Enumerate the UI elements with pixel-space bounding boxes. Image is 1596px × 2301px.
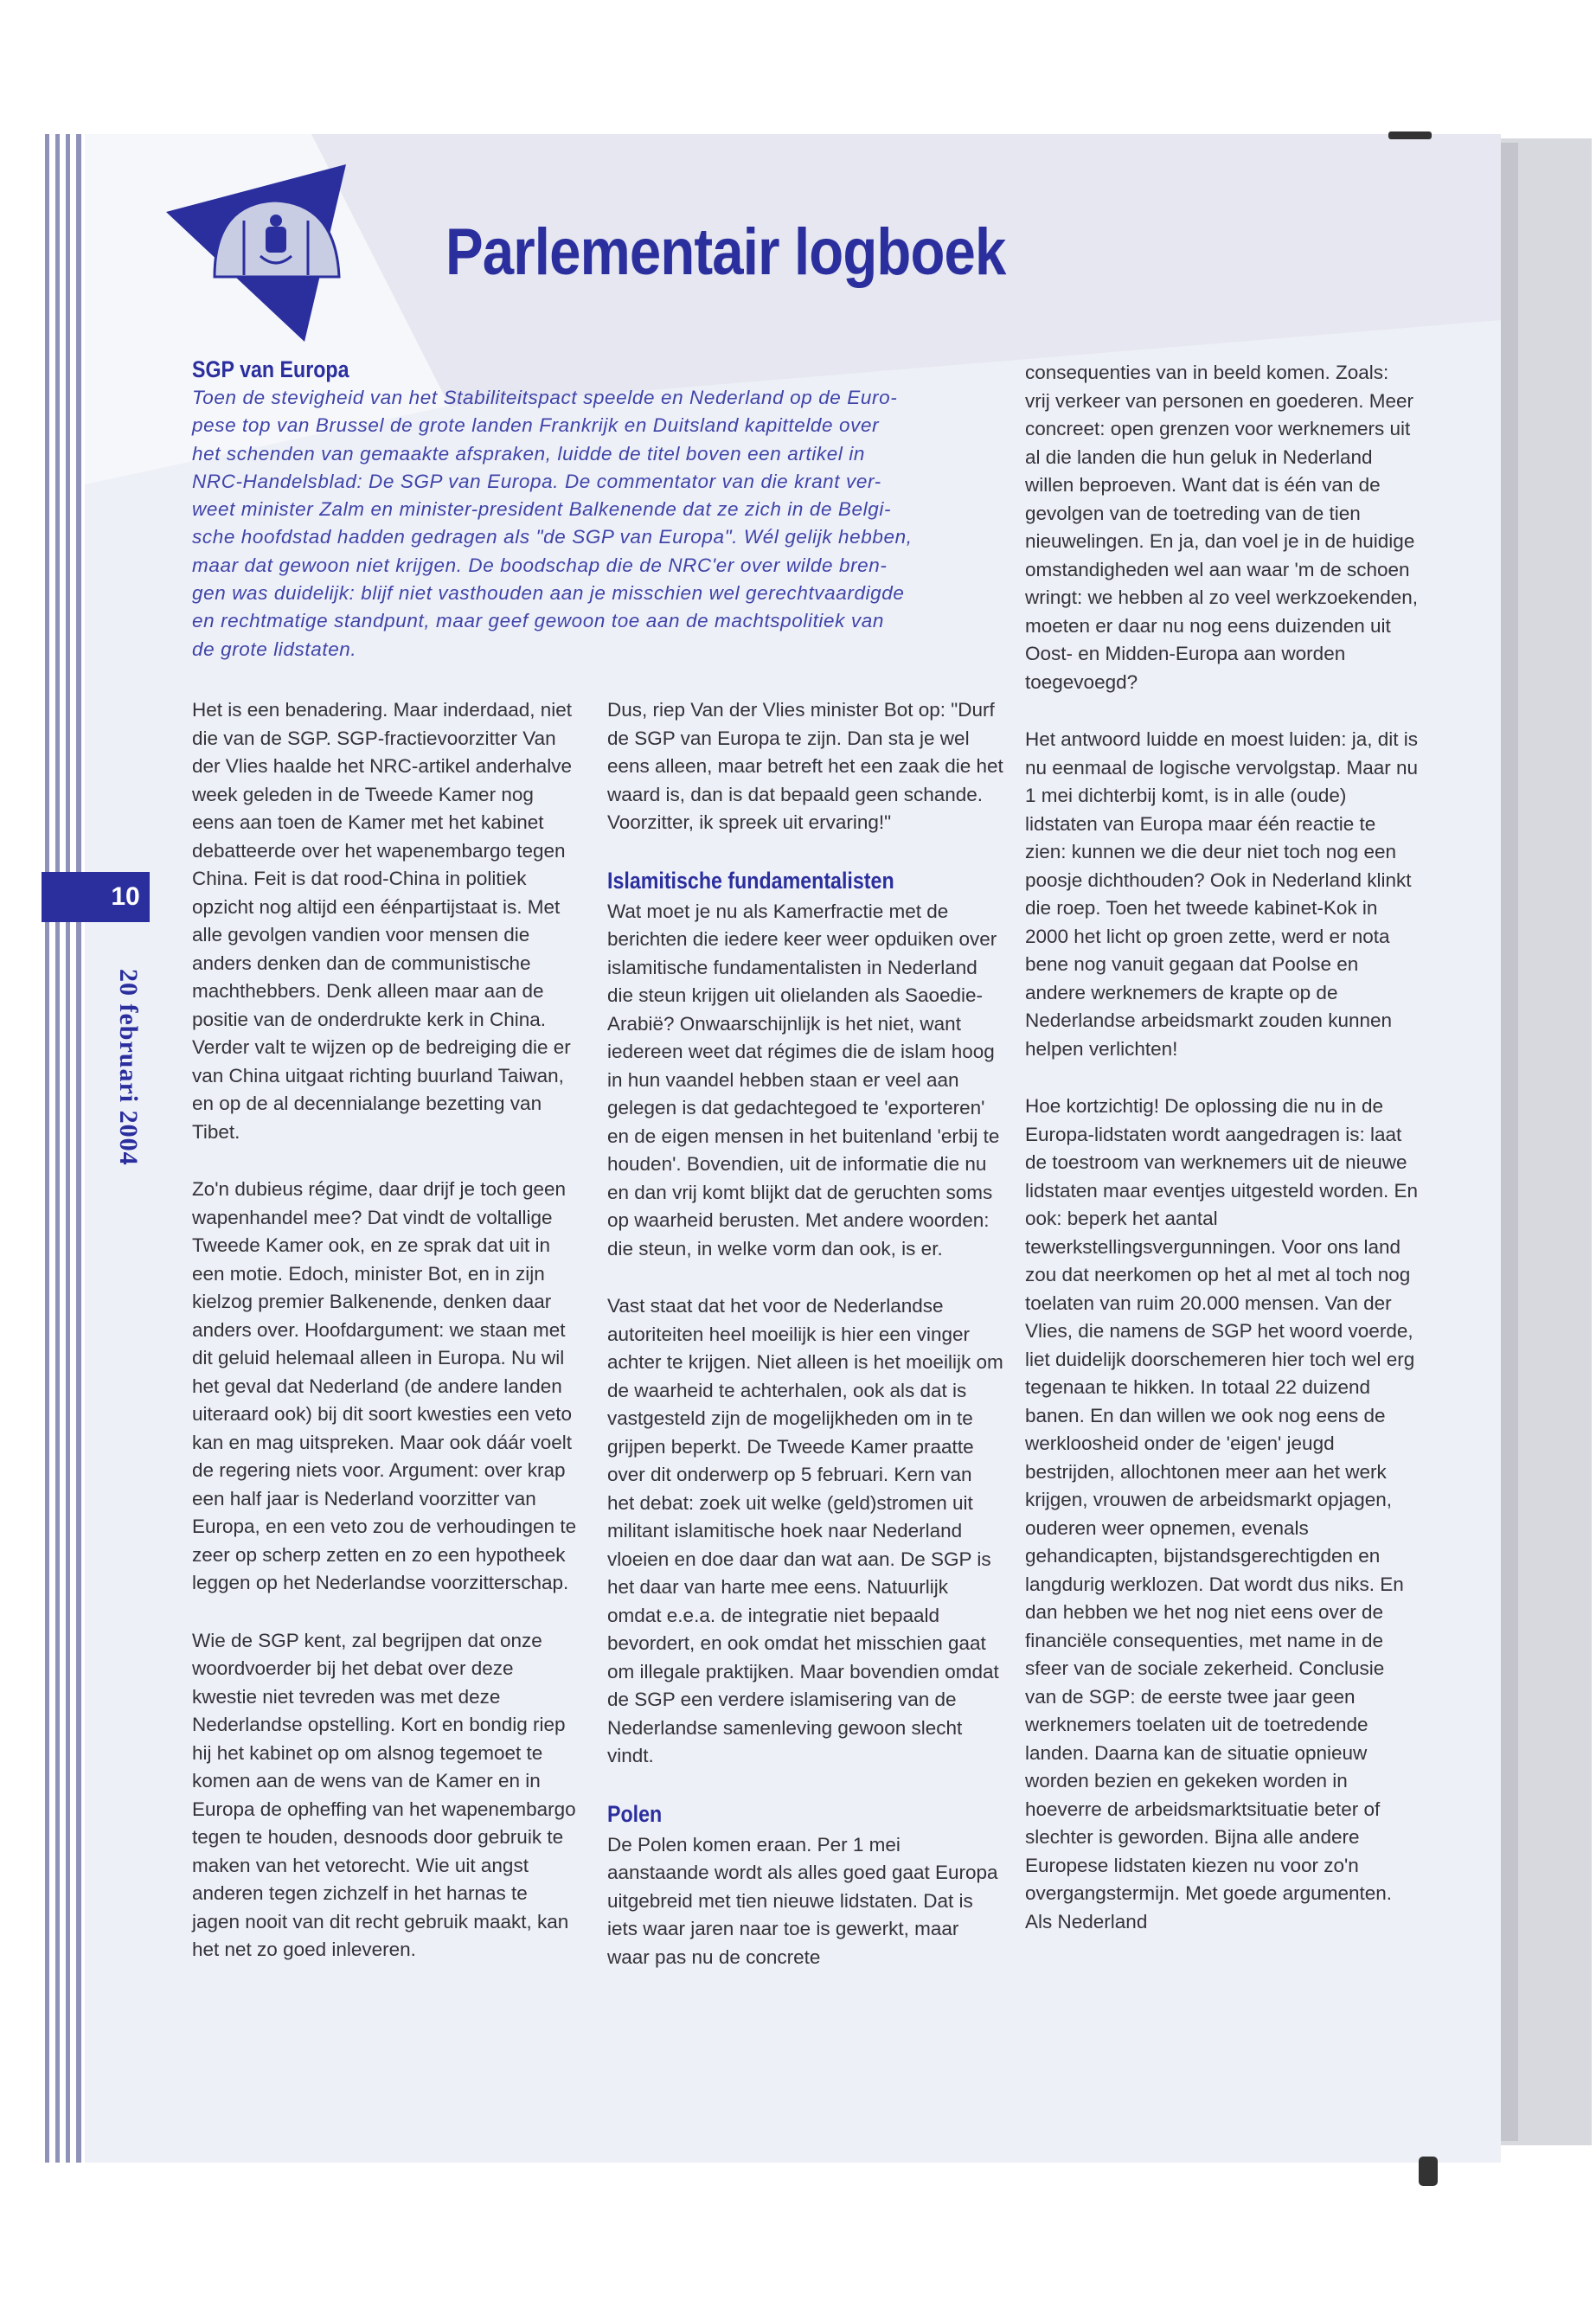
article-column-2 xyxy=(607,696,1003,2001)
article-column-1 xyxy=(192,696,579,1994)
section-heading-islam: Islamitische fundamentalisten xyxy=(607,867,894,894)
intro-heading: SGP van Europa xyxy=(192,356,349,382)
paragraph: Vast staat dat het voor de Nederlandse autoriteiten heel moeilijk is hier een vinger achter te krijgen. Niet alleen is het moeilijk om de waarheid te achterhalen, ook als dat is vastgesteld zijn de mogelijkheden om in te grijpen beperkt. De Tweede Kamer praatte over dit onderwerp op 5 februari. Kern van het debat: zoek uit welke (geld)stromen uit militant islamitische hoek naar Nederland vloeien en doe daar dan wat aan. De SGP is het daar van harte mee eens. Natuurlijk omdat e.e.a. de integratie niet bepaald bevordert, en ook omdat het misschien gaat om illegale praktijken. Maar bovendien omdat de SGP een verdere islamisering van de Nederlandse samenleving gewoon slecht vindt. xyxy=(607,1295,1003,1766)
intro-line: Toen de stevigheid van het Stabiliteitspact speelde en Nederland op de Euro- xyxy=(192,387,898,408)
side-date: 20 februari 2004 xyxy=(114,969,143,1166)
paragraph: Zo'n dubieus régime, daar drijf je toch geen wapenhandel mee? Dat vindt de voltallige Tweede Kamer ook, en ze sprak dat uit in een motie. Edoch, minister Bot, en in zijn kielzog premier Balkenende, denken daar anders over. Hoofdargument: we staan met dit geluid helemaal alleen in Europa. Nu wil het geval dat Nederland (de andere landen uiteraard ook) bij dit soort kwesties een veto kan en mag uitspreken. Maar ook dáár voelt de regering niets voor. Argument: over krap een half jaar is Nederland voorzitter van Europa, en een veto zou de verhoudingen te zeer op scherp zetten en zo een hypotheek leggen op het Nederlandse voorzitterschap. xyxy=(192,1178,577,1593)
paragraph: Het is een benadering. Maar inderdaad, niet die van de SGP. SGP-fractievoorzitter Van der Vlies haalde het NRC-artikel anderhalve week geleden in de Tweede Kamer nog eens aan toen de Kamer met het kabinet debatteerde over het wapenembargo tegen China. Feit is dat rood-China in politiek opzicht nog altijd een éénpartijstaat is. Met alle gevolgen vandien voor mensen die anders denken dan de communistische machthebbers. Denk alleen maar aan de positie van de onderdrukte kerk in China. Verder valt te wijzen op de bedreiging die er van China uitgaat richting buurland Taiwan, en op de al decennialange bezetting van Tibet. xyxy=(192,699,573,1143)
paragraph: Dus, riep Van der Vlies minister Bot op: "Durf de SGP van Europa te zijn. Dan sta je wel eens alleen, maar betreft het een zaak die het waard is, dan is dat bepaald geen schande. Voorzitter, ik spreek uit ervaring!" xyxy=(607,699,1003,833)
paragraph: consequenties van in beeld komen. Zoals: vrij verkeer van personen en goederen. Meer concreet: open grenzen voor werknemers uit al die landen die hun geluk in Nederland willen beproeven. Want dat is één van de gevolgen van de toetreding van de tien nieuwelingen. En ja, dan voel je in de huidige omstandigheden wel aan waar 'm de schoen wringt: we hebben al zo veel werkzoekenden, moeten er daar nu nog eens duizenden uit Oost- en Midden-Europa aan worden toegevoegd? xyxy=(1025,362,1419,693)
section-heading-polen: Polen xyxy=(607,1800,663,1827)
paragraph: Hoe kortzichtig! De oplossing die nu in de Europa-lidstaten wordt aangedragen is: laat de toestroom van werknemers uit de nieuwe lidstaten maar eventjes uitgesteld worden. En ook: beperk het aantal tewerkstellingsvergunningen. Voor ons land zou dat neerkomen op het al met al toch nog toelaten van ruim 20.000 mensen. Van der Vlies, die namens de SGP het woord voerde, liet duidelijk doorschemeren hier toch wel erg tegenaan te hikken. In totaal 22 duizend banen. En dan willen we ook nog eens de werkloosheid onder de 'eigen' jeugd bestrijden, allochtonen meer aan het werk krijgen, vrouwen de arbeidsmarkt opjagen, ouderen weer opnemen, evenals gehandicapten, bijstandsgerechtigden en langdurig werklozen. Dat wordt dus niks. En dan hebben we het nog niet eens over de financiële consequenties, met name in de sfeer van de sociale zekerheid. Conclusie van de SGP: de eerste twee jaar geen werknemers toelaten uit de toetredende landen. Daarna kan de situatie opnieuw worden bezien en gekeken worden in hoeverre de arbeidsmarktsituatie beter of slechter is geworden. Bijna alle andere Europese lidstaten kiezen nu voor zo'n overgangstermijn. Met goede argumenten. Als Nederland xyxy=(1025,1095,1419,1932)
intro-line: weet minister Zalm en minister-president Balkenende dat ze zich in de Belgi- xyxy=(192,498,892,521)
page-clip-top xyxy=(1388,131,1432,139)
intro-line: NRC-Handelsblad: De SGP van Europa. De commentator van die krant ver- xyxy=(192,470,881,492)
article-column-3 xyxy=(1025,359,1419,1965)
binding-strip-2 xyxy=(55,134,60,2163)
intro-line: pese top van Brussel de grote landen Frankrijk en Duitsland kapittelde over xyxy=(192,414,880,437)
intro-line: de grote lidstaten. xyxy=(192,638,357,660)
paragraph: De Polen komen eraan. Per 1 mei aanstaande wordt als alles goed gaat Europa uitgebreid met tien nieuwe lidstaten. Dat is iets waar jaren naar toe is gewerkt, maar waar pas nu de concrete xyxy=(607,1833,998,1968)
intro-line: en rechtmatige standpunt, maar geef gewoon toe aan de machtspolitiek van xyxy=(192,610,884,632)
intro-line: gen was duidelijk: blijf niet vasthouden aan je misschien wel gerechtvaardigde xyxy=(192,582,905,605)
binding-strip-4 xyxy=(76,134,81,2163)
paragraph: Wat moet je nu als Kamerfractie met de berichten die iedere keer weer opduiken over islamitische fundamentalisten in Nederland die steun krijgen uit olielanden als Saoedie-Arabië? Onwaarschijnlijk is het niet, want iedereen weet dat régimes die de islam hoog in hun vaandel hebben staan er veel aan gelegen is dat gedachtegoed te 'exporteren' en de eigen mensen in het buitenland 'erbij te houden'. Bovendien, uit de informatie die nu en dan vrij komt blijkt dat de geruchten soms op waarheid berusten. Met andere woorden: die steun, in welke vorm dan ook, is er. xyxy=(607,900,1000,1259)
intro-line: het schenden van gemaakte afspraken, luidde de titel boven een artikel in xyxy=(192,442,866,465)
page-title: Parlementair logboek xyxy=(445,215,1006,289)
intro-line: maar dat gewoon niet krijgen. De boodschap die de NRC'er over wilde bren- xyxy=(192,554,888,576)
binding-strip-1 xyxy=(45,134,49,2163)
intro-text xyxy=(192,384,1005,663)
binding-strip-3 xyxy=(66,134,70,2163)
back-page-edge xyxy=(1501,143,1518,2141)
paragraph: Het antwoord luidde en moest luiden: ja, dit is nu eenmaal de logische vervolgstap. Maar nu 1 mei dichterbij komt, is in alle (oude) lidstaten van Europa maar één reactie te zien: kunnen we die deur niet toch nog een poosje dichthouden? Ook in Nederland klinkt die roep. Toen het tweede kabinet-Kok in 2000 het licht op groen zette, werd er nota bene nog vanuit gegaan dat Poolse en andere werknemers de krapte op de Nederlandse arbeidsmarkt zouden kunnen helpen verlichten! xyxy=(1025,728,1419,1060)
intro-line: sche hoofdstad hadden gedragen als "de SGP van Europa". Wél gelijk hebben, xyxy=(192,526,913,548)
page-clip-bottom xyxy=(1419,2157,1438,2186)
intro-block xyxy=(192,355,1005,663)
page-number: 10 xyxy=(111,882,140,911)
paragraph: Wie de SGP kent, zal begrijpen dat onze woordvoerder bij het debat over deze kwestie niet tevreden was met deze Nederlandse opstelling. Kort en bondig riep hij het kabinet op om alsnog tegemoet te komen aan de wens van de Kamer en in Europa de opheffing van het wapenembargo tegen te houden, desnoods door gebruik te maken van het vetorecht. Wie uit angst anderen tegen zichzelf in het harnas te jagen nooit van dit recht gebruik maakt, kan het net zo goed inleveren. xyxy=(192,1629,576,1960)
